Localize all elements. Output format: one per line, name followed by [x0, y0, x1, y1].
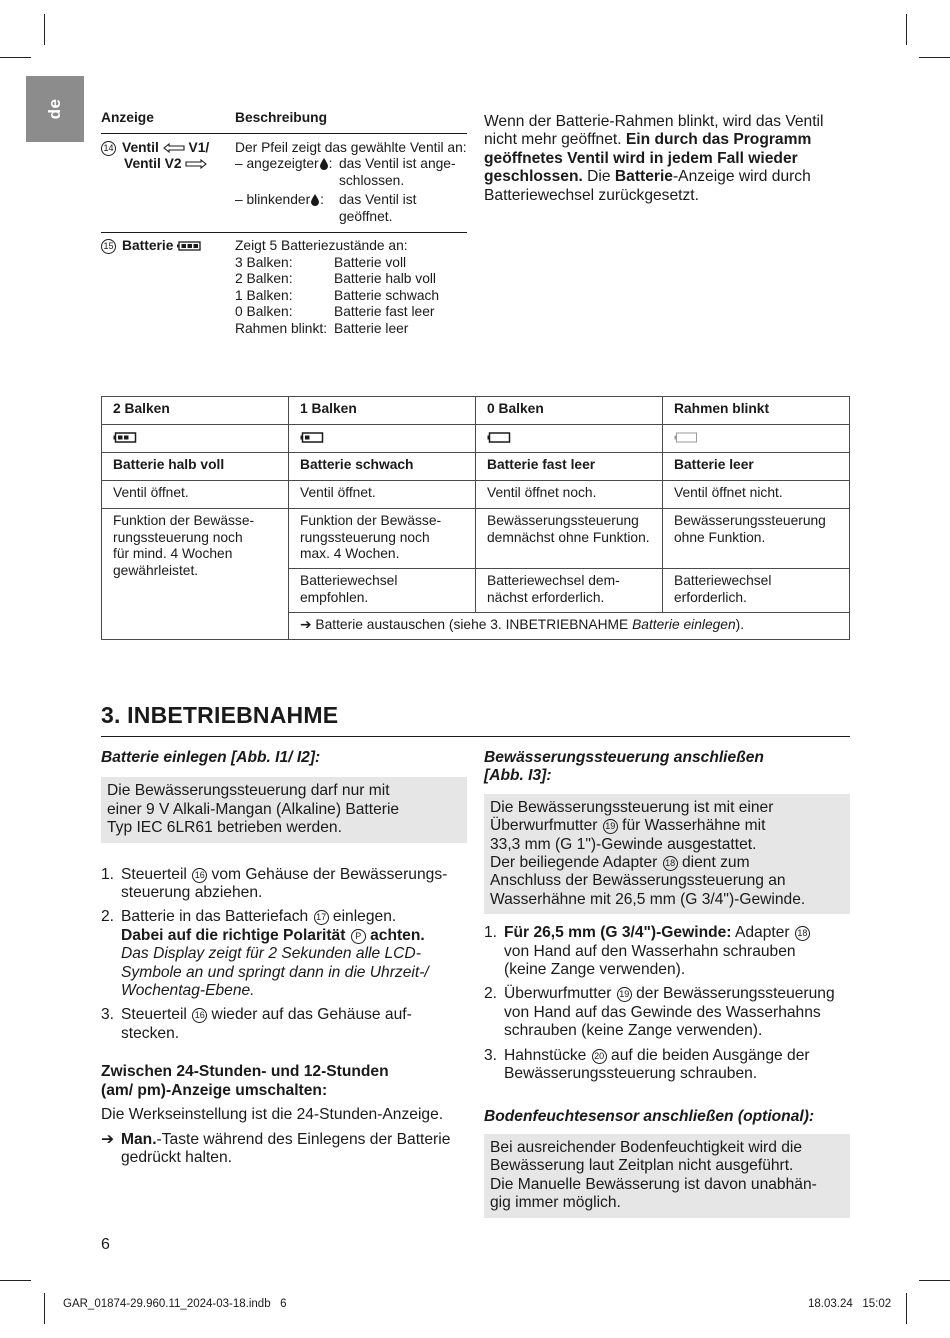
grid-change-cell: Batteriewechsel dem- nächst erforderlich.	[487, 573, 620, 605]
replace-battery-note: ➔ Batterie austauschen (siehe 3. INBETRIEBNAHME Batterie einlegen).	[300, 617, 745, 632]
battery-full-icon	[177, 241, 201, 251]
valve-label-cell	[101, 140, 235, 226]
grid-valve-cell: Ventil öffnet.	[300, 485, 376, 500]
display-description-table	[101, 110, 467, 343]
grid-status-cell: Batterie halb voll	[113, 457, 225, 472]
battery-level-icon	[113, 432, 137, 443]
grid-valve-cell: Ventil öffnet noch.	[487, 485, 597, 500]
battery-frame-note: Wenn der Batterie-Rahmen blinkt, wird das Ventil nicht mehr geöffnet. Ein durch das Programm geöffnetes Ventil wird in jedem Fall wieder geschlossen. Die Batterie-Anzeige wird durch Batteriewechsel zurückgesetzt.	[484, 113, 824, 204]
ref-number: 20	[592, 1049, 607, 1064]
ref-number: 19	[617, 987, 632, 1002]
time-format-heading: Zwischen 24-Stunden- und 12-Stunden (am/ pm)-Anzeige umschalten:	[101, 1063, 389, 1099]
table-header	[101, 110, 467, 134]
table-row-valve	[101, 134, 467, 234]
battery-level-icon	[674, 432, 698, 443]
grid-icon-cell	[288, 424, 475, 452]
grid-status-cell: Batterie fast leer	[487, 457, 596, 472]
crop-mark	[44, 14, 45, 45]
valve-description	[235, 140, 467, 226]
section-title: 3. INBETRIEBNAHME	[101, 702, 339, 728]
section-divider	[101, 736, 850, 737]
list-item: 1. Für 26,5 mm (G 3/4")-Gewinde: Adapter 18 von Hand auf den Wasserhahn schrauben (keine Zange verwenden).	[484, 924, 850, 979]
table-row-battery	[101, 233, 467, 343]
grid-valve-cell: Ventil öffnet.	[113, 485, 189, 500]
crop-mark	[906, 1293, 907, 1324]
grid-function-cell: Bewässerungssteuerung demnächst ohne Funktion.	[487, 513, 650, 545]
grid-function-cell: Funktion der Bewässe- rungssteuerung noch für mind. 4 Wochen gewährleistet.	[113, 513, 255, 578]
soil-sensor-heading: Bodenfeuchtesensor anschließen (optional):	[484, 1107, 815, 1125]
battery-label: Batterie	[122, 238, 174, 253]
crop-mark	[919, 57, 950, 58]
header-beschreibung: Beschreibung	[235, 110, 327, 125]
list-item: 3. Hahnstücke 20 auf die beiden Ausgänge der Bewässerungssteuerung schrauben.	[484, 1046, 810, 1083]
arrow-right-icon	[185, 159, 207, 169]
crop-mark	[0, 1280, 31, 1281]
ref-number: 19	[603, 819, 618, 834]
crop-mark	[919, 1280, 950, 1281]
ref-number: 16	[192, 1008, 207, 1023]
battery-desc-intro: Zeigt 5 Batteriezustände an:	[235, 238, 408, 253]
insert-battery-heading: Batterie einlegen [Abb. I1/ I2]:	[101, 749, 321, 766]
grid-function-cell: Funktion der Bewässe- rungssteuerung noch max. 4 Wochen.	[300, 513, 442, 561]
grid-icon-cell	[662, 424, 850, 452]
crop-mark	[906, 14, 907, 45]
thread-info-box: Die Bewässerungssteuerung ist mit einer Überwurfmutter 19 für Wasserhähne mit 33,3 mm (G 1")-Gewinde ausgestattet. Der beiliegende Adapter 18 dient zum Anschluss der Bewässerungssteuerung an Wasserhähne mit 26,5 mm (G 3/4")-Gewinde.	[484, 794, 850, 914]
footer-file-name: GAR_01874-29.960.11_2024-03-18.indb 6	[63, 1298, 287, 1310]
ref-number: 17	[314, 910, 329, 925]
battery-description	[235, 238, 467, 337]
battery-state-row: 3 Balken: Batterie voll	[235, 254, 407, 270]
factory-setting-text: Die Werkseinstellung ist die 24-Stunden-Anzeige.	[101, 1106, 444, 1124]
grid-function-cell: Bewässerungssteuerung ohne Funktion.	[674, 513, 826, 545]
battery-state-row: Rahmen blinkt: Batterie leer	[235, 320, 409, 336]
battery-state-row: 0 Balken: Batterie fast leer	[235, 304, 435, 319]
battery-type-box: Die Bewässerungssteuerung darf nur mit einer 9 V Alkali-Mangan (Alkaline) Batterie Typ IEC 6LR61 betrieben werden.	[101, 777, 467, 842]
valve-label: Ventil	[122, 139, 159, 155]
grid-valve-cell: Ventil öffnet nicht.	[674, 485, 783, 500]
water-drop-icon	[311, 194, 319, 206]
ref-number: 15	[101, 239, 116, 254]
grid-icon-cell	[101, 424, 288, 452]
valve-v2-label: Ventil V2	[124, 156, 182, 171]
page-number: 6	[101, 1236, 110, 1253]
list-item: 1. Steuerteil 16 vom Gehäuse der Bewässerungs- steuerung abziehen.	[101, 865, 448, 902]
ref-number: 16	[192, 868, 207, 883]
grid-icon-cell	[475, 424, 662, 452]
grid-status-cell: Batterie leer	[674, 457, 754, 472]
water-drop-icon	[320, 158, 328, 170]
language-tab-label: de	[45, 98, 64, 120]
arrow-left-icon	[163, 143, 185, 153]
battery-status-table	[101, 396, 850, 640]
battery-bar	[305, 436, 310, 440]
list-item: 2. Überwurfmutter 19 der Bewässerungssteuerung von Hand auf das Gewinde des Wasserhahns schrauben (keine Zange verwenden).	[484, 985, 835, 1040]
grid-header-cell: 0 Balken	[487, 401, 544, 416]
battery-label-cell	[101, 238, 235, 337]
header-anzeige: Anzeige	[101, 110, 154, 125]
valve-desc-shown: – angezeigter : das Ventil ist ange- schlossen.	[235, 156, 456, 188]
ref-number: P	[351, 929, 366, 944]
right-column	[484, 749, 850, 1218]
ref-number: 14	[101, 141, 116, 156]
grid-change-cell: Batteriewechsel empfohlen.	[300, 573, 398, 605]
grid-header-cell: Rahmen blinkt	[674, 401, 770, 416]
list-item: 3. Steuerteil 16 wieder auf das Gehäuse auf- stecken.	[101, 1006, 412, 1042]
grid-header-cell: 1 Balken	[300, 401, 357, 416]
grid-status-cell: Batterie schwach	[300, 457, 414, 472]
grid-header-cell: 2 Balken	[113, 401, 170, 416]
insert-battery-steps	[101, 866, 467, 1044]
ref-number: 18	[663, 856, 678, 871]
battery-level-icon	[487, 432, 511, 443]
battery-states-list	[235, 255, 467, 338]
left-column	[101, 749, 467, 1167]
battery-level-icon	[300, 432, 324, 443]
crop-mark	[0, 57, 31, 58]
battery-bar	[124, 436, 129, 440]
valve-desc-blinking: – blinkender : das Ventil ist geöffnet.	[235, 192, 417, 224]
valve-desc-intro: Der Pfeil zeigt das gewählte Ventil an:	[235, 139, 467, 155]
ref-number: 18	[795, 926, 810, 941]
battery-state-row: 1 Balken: Batterie schwach	[235, 287, 440, 303]
battery-bar	[118, 436, 123, 440]
man-key-instruction: ➔ Man.-Taste während des Einlegens der Batterie gedrückt halten.	[101, 1130, 451, 1166]
soil-sensor-box: Bei ausreichender Bodenfeuchtigkeit wird die Bewässerung laut Zeitplan nicht ausgeführt. Die Manuelle Bewässerung ist davon unabhän- gig immer möglich.	[484, 1134, 850, 1218]
connect-controller-steps	[484, 924, 850, 1083]
language-tab	[26, 76, 84, 142]
valve-v1-label: V1/	[188, 139, 210, 155]
battery-state-row: 2 Balken: Batterie halb voll	[235, 271, 437, 286]
grid-change-cell: Batteriewechsel erforderlich.	[674, 573, 772, 605]
crop-mark	[44, 1293, 45, 1324]
footer-timestamp: 18.03.24 15:02	[808, 1298, 892, 1310]
connect-controller-heading: Bewässerungssteuerung anschließen [Abb. I3]:	[484, 749, 764, 785]
list-item: 2. Batterie in das Batteriefach 17 einlegen. Dabei auf die richtige Polarität P achten. Das Display zeigt für 2 Sekunden alle LCD- Symbole an und springt dann in die Uhrzeit-/ Wochentag-Ebene.	[101, 908, 429, 1000]
